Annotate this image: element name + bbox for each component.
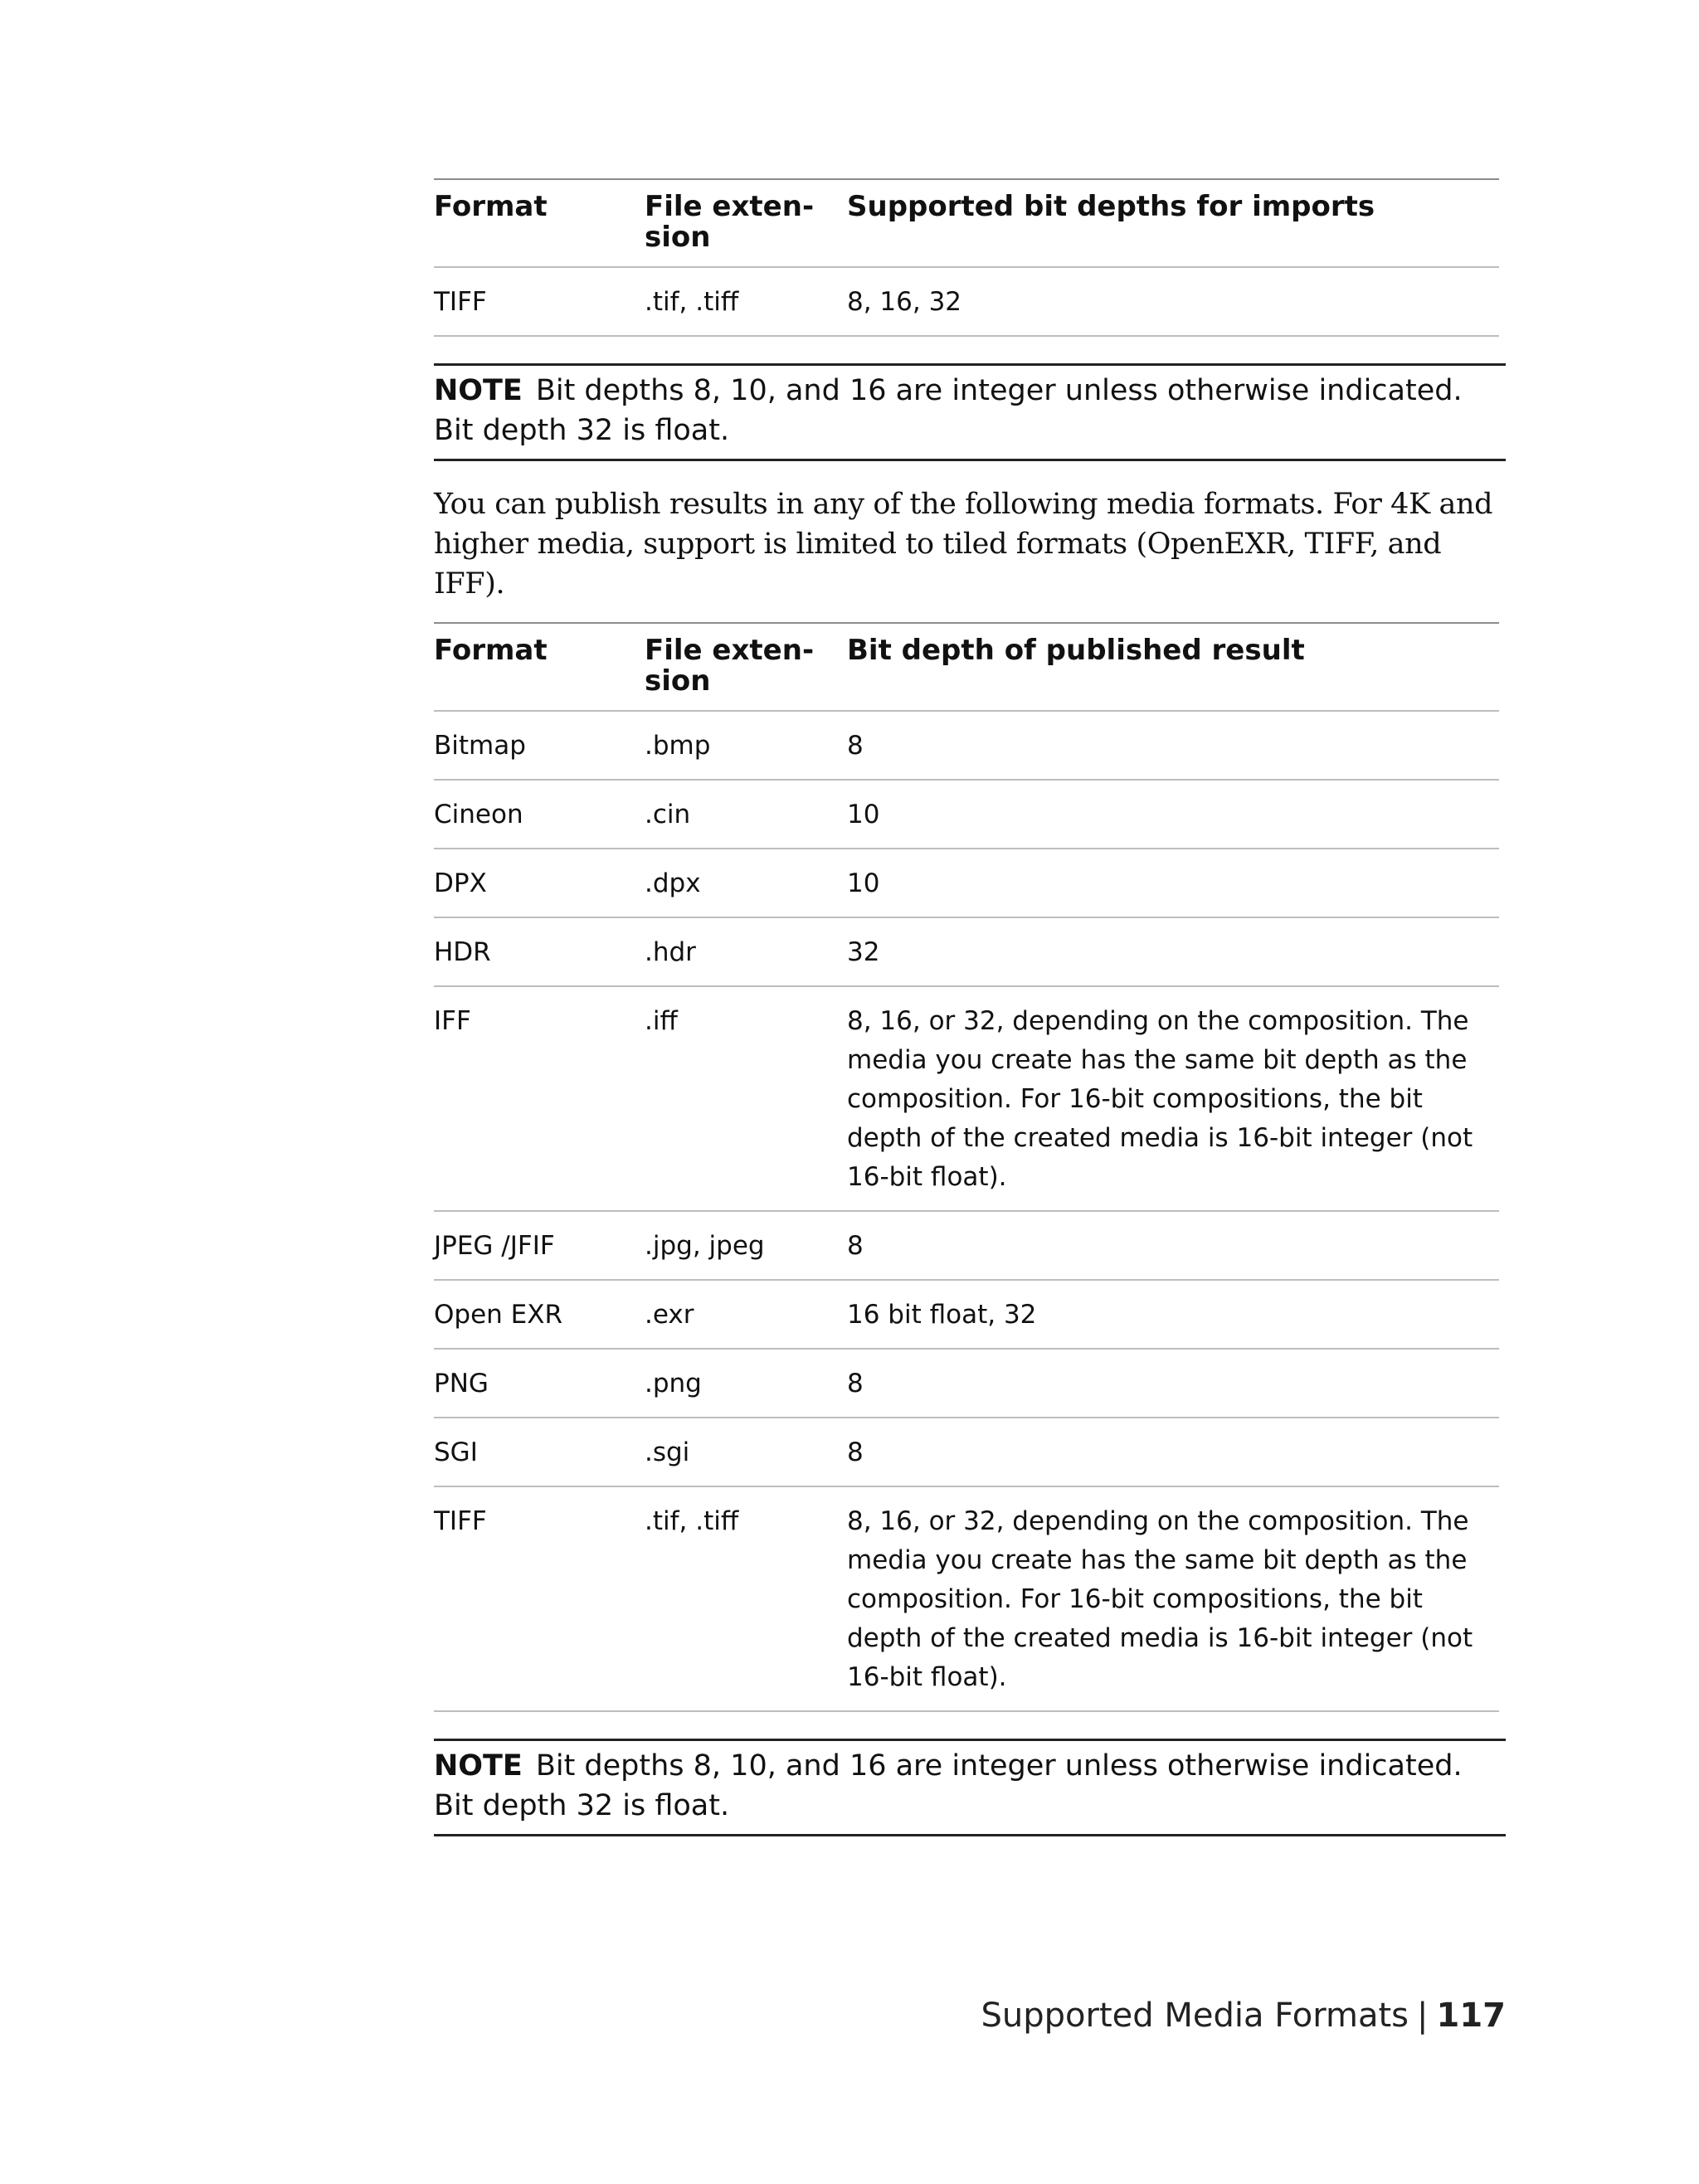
cell-format: Open EXR: [434, 1300, 563, 1330]
note-block: [434, 1739, 1506, 1836]
note-block: [434, 363, 1506, 461]
table-row: [434, 1281, 1499, 1350]
cell-bit-depth: 8, 16, 32: [847, 287, 962, 317]
table-header-row: [434, 624, 1499, 712]
publish-formats-table: [434, 622, 1499, 1712]
header-format: Format: [434, 190, 548, 223]
table-header-row: [434, 180, 1499, 268]
cell-format: PNG: [434, 1369, 489, 1398]
note-text: Bit depths 8, 10, and 16 are integer unless otherwise indicated. Bit depth 32 is float.: [434, 374, 1463, 447]
cell-format: TIFF: [434, 287, 487, 317]
cell-format: DPX: [434, 868, 487, 898]
cell-extension: .png: [645, 1369, 702, 1398]
table-row: [434, 1418, 1499, 1487]
header-file-extension: File exten- sion: [645, 190, 815, 254]
cell-extension: .iff: [645, 1006, 678, 1036]
table-row: [434, 918, 1499, 987]
header-supported-bit-depths: Supported bit depths for imports: [847, 190, 1375, 223]
table-row: [434, 1350, 1499, 1418]
footer-section-title: Supported Media Formats: [981, 1997, 1409, 2035]
cell-bit-depth: 10: [847, 868, 880, 898]
cell-bit-depth: 10: [847, 800, 880, 829]
table-row: [434, 1212, 1499, 1281]
cell-extension: .tif, .tiff: [645, 287, 739, 317]
cell-extension: .exr: [645, 1300, 694, 1330]
table-row: [434, 987, 1499, 1212]
page-content: [434, 178, 1506, 1836]
note-label: NOTE: [434, 374, 523, 407]
cell-bit-depth: 8: [847, 1231, 864, 1261]
header-file-extension: File exten- sion: [645, 634, 815, 698]
table-row: [434, 268, 1499, 337]
cell-extension: .sgi: [645, 1437, 690, 1467]
body-paragraph: You can publish results in any of the following media formats. For 4K and higher media, support is limited to tiled formats (OpenEXR, TIFF, and IFF).: [434, 488, 1493, 601]
cell-bit-depth: 8: [847, 1369, 864, 1398]
cell-format: TIFF: [434, 1506, 487, 1536]
table-row: [434, 1487, 1499, 1712]
cell-extension: .hdr: [645, 937, 696, 967]
cell-format: Bitmap: [434, 731, 526, 761]
table-row: [434, 712, 1499, 781]
cell-format: Cineon: [434, 800, 523, 829]
cell-extension: .dpx: [645, 868, 701, 898]
cell-bit-depth: 8: [847, 731, 864, 761]
note-label: NOTE: [434, 1749, 523, 1783]
cell-format: JPEG /JFIF: [434, 1231, 555, 1261]
cell-bit-depth: 8: [847, 1437, 864, 1467]
cell-bit-depth: 8, 16, or 32, depending on the composition. The media you create has the same bit depth as the composition. For 16-bit compositions, the bit depth of the created media is 16-bit integer (not 16-bit float).: [847, 1506, 1473, 1692]
page-number: 117: [1436, 1997, 1506, 2035]
note-text: Bit depths 8, 10, and 16 are integer unless otherwise indicated. Bit depth 32 is float.: [434, 1749, 1463, 1822]
page-footer: [981, 1995, 1506, 2036]
import-formats-table: [434, 178, 1499, 337]
cell-format: SGI: [434, 1437, 478, 1467]
footer-separator: |: [1417, 1997, 1429, 2035]
cell-extension: .tif, .tiff: [645, 1506, 739, 1536]
cell-bit-depth: 16 bit float, 32: [847, 1300, 1037, 1330]
cell-extension: .cin: [645, 800, 691, 829]
cell-format: IFF: [434, 1006, 471, 1036]
table-row: [434, 849, 1499, 918]
cell-extension: .bmp: [645, 731, 711, 761]
cell-bit-depth: 8, 16, or 32, depending on the composition. The media you create has the same bit depth as the composition. For 16-bit compositions, the bit depth of the created media is 16-bit integer (not 16-bit float).: [847, 1006, 1473, 1192]
cell-bit-depth: 32: [847, 937, 880, 967]
header-format: Format: [434, 634, 548, 667]
header-bit-depth-published: Bit depth of published result: [847, 634, 1305, 667]
cell-extension: .jpg, jpeg: [645, 1231, 765, 1261]
table-row: [434, 781, 1499, 849]
cell-format: HDR: [434, 937, 491, 967]
